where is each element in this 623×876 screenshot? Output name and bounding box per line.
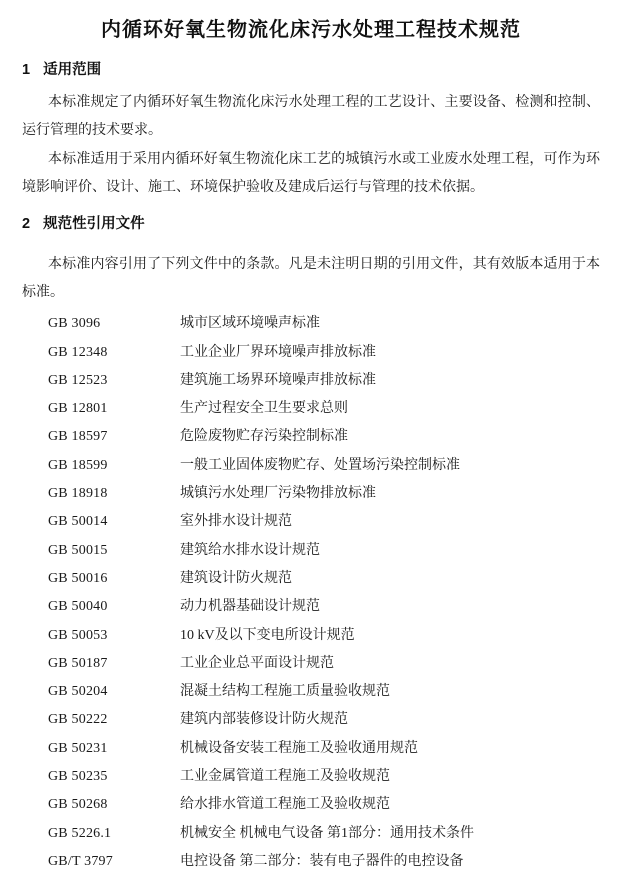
reference-code: GB 50268 bbox=[48, 797, 108, 813]
reference-code: GB 50235 bbox=[48, 769, 108, 785]
reference-row bbox=[22, 339, 600, 367]
reference-code: GB 50231 bbox=[48, 740, 108, 756]
reference-code: GB 12523 bbox=[48, 372, 108, 388]
reference-title: 10 kV及以下变电所设计规范 bbox=[180, 627, 355, 643]
reference-row bbox=[22, 565, 600, 593]
reference-row bbox=[22, 791, 600, 819]
reference-code: GB/T 3797 bbox=[48, 853, 113, 869]
document-title: 内循环好氧生物流化床污水处理工程技术规范 bbox=[101, 19, 521, 41]
reference-code: GB 50204 bbox=[48, 684, 108, 700]
reference-code: GB 50014 bbox=[48, 514, 108, 530]
reference-row bbox=[22, 423, 600, 451]
section-1-title: 适用范围 bbox=[43, 62, 102, 78]
reference-row bbox=[22, 622, 600, 650]
reference-title: 城镇污水处理厂污染物排放标准 bbox=[180, 486, 376, 502]
reference-code: GB 50040 bbox=[48, 599, 108, 615]
reference-code: GB 12348 bbox=[48, 344, 108, 360]
reference-row bbox=[22, 310, 600, 338]
section-2-heading bbox=[22, 216, 600, 233]
reference-code: GB 50187 bbox=[48, 655, 108, 671]
reference-code: GB 18918 bbox=[48, 486, 108, 502]
reference-title: 危险废物贮存污染控制标准 bbox=[180, 429, 348, 445]
reference-row bbox=[22, 537, 600, 565]
reference-title: 室外排水设计规范 bbox=[180, 514, 292, 530]
section-2-number: 2 bbox=[22, 216, 31, 233]
reference-title: 城市区域环境噪声标准 bbox=[180, 316, 320, 332]
reference-code: GB 50015 bbox=[48, 542, 108, 558]
reference-title: 建筑施工场界环境噪声排放标准 bbox=[180, 372, 376, 388]
reference-title: 给水排水管道工程施工及验收规范 bbox=[180, 797, 390, 813]
reference-row bbox=[22, 735, 600, 763]
reference-row bbox=[22, 480, 600, 508]
reference-code: GB 18599 bbox=[48, 457, 108, 473]
reference-row bbox=[22, 508, 600, 536]
references-intro: 本标准内容引用了下列文件中的条款。凡是未注明日期的引用文件，其有效版本适用于本标准。 bbox=[22, 257, 600, 301]
references-list bbox=[22, 310, 600, 876]
reference-title: 混凝土结构工程施工质量验收规范 bbox=[180, 684, 390, 700]
scope-paragraph-2: 本标准适用于采用内循环好氧生物流化床工艺的城镇污水或工业废水处理工程，可作为环境影响评价、设计、施工、环境保护验收及建成后运行与管理的技术依据。 bbox=[22, 151, 600, 195]
reference-title: 工业金属管道工程施工及验收规范 bbox=[180, 769, 390, 785]
reference-code: GB 18597 bbox=[48, 429, 108, 445]
reference-row bbox=[22, 763, 600, 791]
section-1-heading bbox=[22, 62, 600, 79]
reference-row bbox=[22, 820, 600, 848]
reference-row bbox=[22, 678, 600, 706]
reference-row bbox=[22, 452, 600, 480]
reference-code: GB 3096 bbox=[48, 316, 101, 332]
reference-row bbox=[22, 706, 600, 734]
reference-title: 机械设备安装工程施工及验收通用规范 bbox=[180, 740, 418, 756]
reference-title: 动力机器基础设计规范 bbox=[180, 599, 320, 615]
reference-code: GB 50053 bbox=[48, 627, 108, 643]
reference-row bbox=[22, 848, 600, 876]
reference-code: GB 12801 bbox=[48, 401, 108, 417]
reference-code: GB 50222 bbox=[48, 712, 108, 728]
scope-paragraph-1: 本标准规定了内循环好氧生物流化床污水处理工程的工艺设计、主要设备、检测和控制、运行管理的技术要求。 bbox=[22, 95, 600, 139]
reference-title: 工业企业厂界环境噪声排放标准 bbox=[180, 344, 376, 360]
reference-title: 生产过程安全卫生要求总则 bbox=[180, 401, 348, 417]
reference-title: 机械安全 机械电气设备 第1部分：通用技术条件 bbox=[180, 825, 474, 841]
reference-title: 工业企业总平面设计规范 bbox=[180, 655, 334, 671]
reference-row bbox=[22, 395, 600, 423]
reference-title: 建筑设计防火规范 bbox=[180, 570, 292, 586]
reference-title: 建筑内部装修设计防火规范 bbox=[180, 712, 348, 728]
reference-row bbox=[22, 593, 600, 621]
reference-row bbox=[22, 367, 600, 395]
section-2-title: 规范性引用文件 bbox=[43, 216, 145, 233]
section-1-number: 1 bbox=[22, 62, 31, 78]
reference-title: 建筑给水排水设计规范 bbox=[180, 542, 320, 558]
reference-row bbox=[22, 650, 600, 678]
reference-code: GB 5226.1 bbox=[48, 825, 112, 841]
reference-code: GB 50016 bbox=[48, 570, 108, 586]
reference-title: 电控设备 第二部分：装有电子器件的电控设备 bbox=[180, 853, 464, 869]
reference-title: 一般工业固体废物贮存、处置场污染控制标准 bbox=[180, 457, 460, 473]
